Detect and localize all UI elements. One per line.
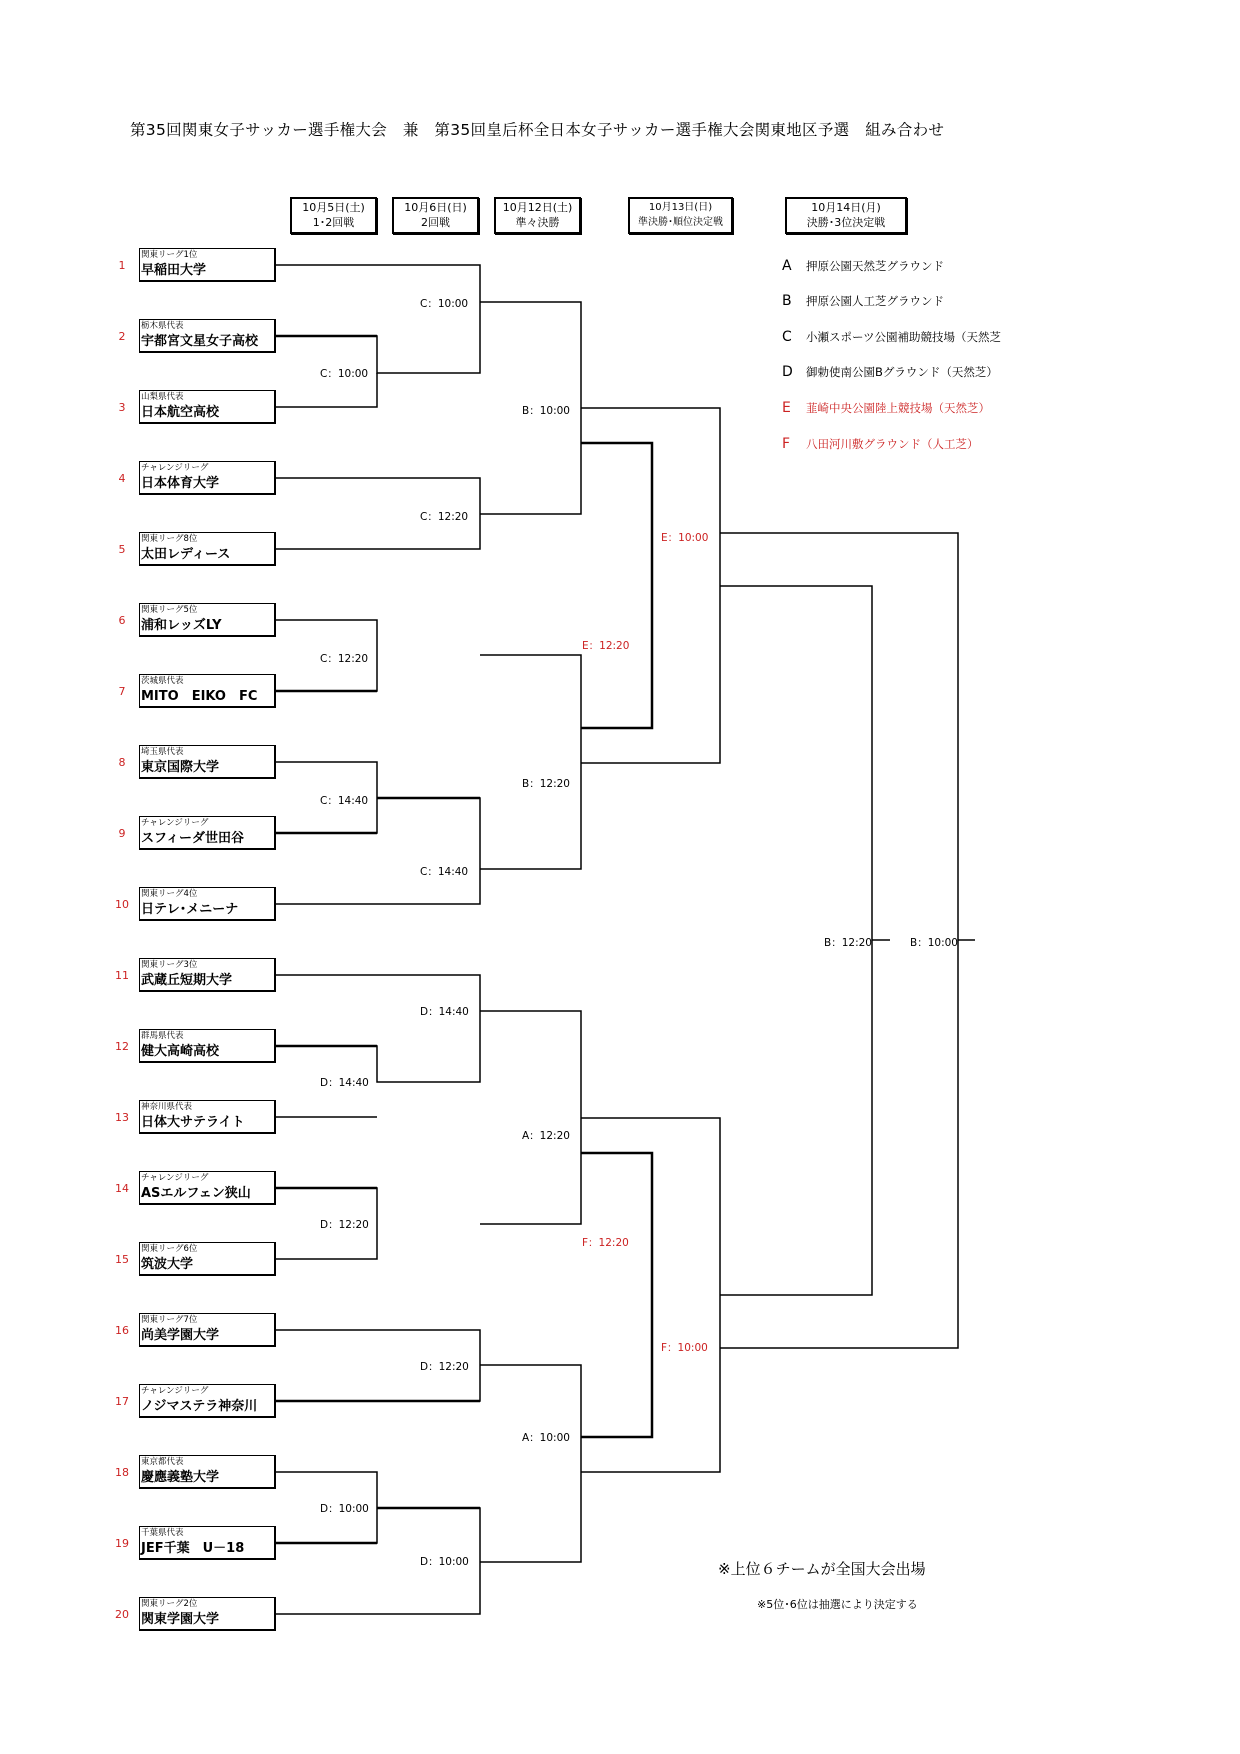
team-qualifier: 千葉県代表 <box>141 1528 184 1538</box>
bracket-line-accent <box>581 443 652 728</box>
team-qualifier: 関東リーグ5位 <box>141 605 198 615</box>
match-time-label: D：12:20 <box>420 1361 469 1373</box>
seed-number: 9 <box>118 827 126 840</box>
bracket-line <box>480 1011 581 1224</box>
seed-number: 4 <box>118 472 126 485</box>
team-qualifier: 関東リーグ2位 <box>141 1599 198 1609</box>
lottery-note: ※5位･6位は抽選により決定する <box>757 1598 918 1611</box>
round-header-date: 10月12日(土) <box>502 201 573 214</box>
venue-name: 韮崎中央公園陸上競技場（天然芝） <box>806 401 990 415</box>
match-time-label: C：10:00 <box>320 368 369 380</box>
team-qualifier: 神奈川県代表 <box>141 1102 193 1112</box>
round-header-round: 1･2回戦 <box>312 216 355 229</box>
team-qualifier: 山梨県代表 <box>141 392 184 402</box>
team-name: 日体大サテライト <box>141 1115 245 1130</box>
team-qualifier: チャレンジリーグ <box>141 1386 209 1396</box>
venue-name: 八田河川敷グラウンド（人工芝） <box>806 437 979 451</box>
team-name: 関東学園大学 <box>141 1612 220 1627</box>
team-name: 太田レディース <box>141 547 231 562</box>
bracket-line <box>480 1365 581 1562</box>
seed-number: 20 <box>115 1608 129 1621</box>
bracket-line <box>276 975 480 1082</box>
team-name: 尚美学園大学 <box>141 1328 220 1343</box>
bracket-line <box>581 408 720 763</box>
venue-name: 押原公園人工芝グラウンド <box>806 294 944 308</box>
venue-letter: B <box>782 293 792 309</box>
team-name: 東京国際大学 <box>141 760 220 775</box>
venue-name: 小瀬スポーツ公園補助競技場（天然芝 <box>806 330 1002 344</box>
venue-legend-d <box>782 364 998 380</box>
match-time-label: C：10:00 <box>420 298 469 310</box>
seed-number: 14 <box>115 1182 129 1195</box>
seed-number: 17 <box>115 1395 129 1408</box>
round-header-round: 準決勝･順位決定戦 <box>638 217 723 228</box>
team-name: 日本航空高校 <box>141 405 220 420</box>
match-time-label: D：10:00 <box>320 1503 369 1515</box>
seed-number: 5 <box>118 543 126 556</box>
match-time-label: B：12:20 <box>824 937 872 949</box>
round-header-round: 準々決勝 <box>515 216 560 229</box>
team-qualifier: 関東リーグ8位 <box>141 534 198 544</box>
team-name: 日テレ･メニーナ <box>141 902 239 917</box>
match-time-label: C：12:20 <box>320 653 369 665</box>
venue-legend-b <box>782 293 944 309</box>
bracket-line <box>480 655 581 869</box>
match-time-label: F：12:20 <box>582 1237 629 1249</box>
bracket-line-accent <box>581 1153 652 1437</box>
venue-name: 押原公園天然芝グラウンド <box>806 259 944 273</box>
team-name: スフィーダ世田谷 <box>141 831 244 846</box>
venue-legend-a <box>782 258 944 274</box>
match-time-label: D：14:40 <box>320 1077 369 1089</box>
match-time-label: B：10:00 <box>522 405 570 417</box>
seed-number: 2 <box>118 330 126 343</box>
team-qualifier: チャレンジリーグ <box>141 463 209 473</box>
match-time-label: A：10:00 <box>522 1432 570 1444</box>
qualification-note: ※上位６チームが全国大会出場 <box>718 1560 926 1578</box>
team-name: 日本体育大学 <box>141 476 220 491</box>
round-header-round: 決勝･3位決定戦 <box>806 216 886 229</box>
venue-legend-c <box>782 329 1012 345</box>
seed-number: 3 <box>118 401 126 414</box>
team-qualifier: 関東リーグ1位 <box>141 250 198 260</box>
seed-number: 16 <box>115 1324 129 1337</box>
round-header-date: 10月6日(日) <box>404 201 467 214</box>
match-time-label: D：12:20 <box>320 1219 369 1231</box>
team-qualifier: 栃木県代表 <box>141 321 184 331</box>
team-name: JEF千葉 U－18 <box>141 1541 245 1556</box>
team-name: ノジマステラ神奈川 <box>141 1399 258 1414</box>
match-time-label: C：14:40 <box>320 795 369 807</box>
venue-legend-f <box>782 436 979 452</box>
venue-legend-e <box>782 400 990 416</box>
match-time-label: E：10:00 <box>661 532 709 544</box>
team-name: 早稲田大学 <box>141 263 207 278</box>
team-name: 健大高崎高校 <box>141 1044 220 1059</box>
team-qualifier: 関東リーグ4位 <box>141 889 198 899</box>
team-qualifier: チャレンジリーグ <box>141 1173 209 1183</box>
team-qualifier: 関東リーグ3位 <box>141 960 198 970</box>
match-time-label: E：12:20 <box>582 640 630 652</box>
round-header-date: 10月5日(土) <box>302 201 365 214</box>
seed-number: 1 <box>118 259 126 272</box>
team-name: MITO EIKO FC <box>141 689 258 704</box>
team-qualifier: 群馬県代表 <box>141 1031 184 1041</box>
bracket-line <box>581 1118 720 1472</box>
match-time-label: F：10:00 <box>661 1342 708 1354</box>
seed-number: 13 <box>115 1111 129 1124</box>
team-name: 宇都宮文星女子高校 <box>141 334 259 349</box>
match-time-label: B：12:20 <box>522 778 570 790</box>
team-name: 武蔵丘短期大学 <box>141 973 233 988</box>
venue-letter: D <box>782 364 793 380</box>
match-time-label: C：12:20 <box>420 511 469 523</box>
venue-letter: C <box>782 329 792 345</box>
match-time-label: D：10:00 <box>420 1556 469 1568</box>
venue-letter: F <box>782 436 791 452</box>
match-time-label: C：14:40 <box>420 866 469 878</box>
seed-number: 8 <box>118 756 126 769</box>
match-time-label: B：10:00 <box>910 937 958 949</box>
seed-number: 15 <box>115 1253 129 1266</box>
venue-letter: E <box>782 400 791 416</box>
team-qualifier: 茨城県代表 <box>141 676 184 686</box>
seed-number: 18 <box>115 1466 129 1479</box>
team-name: 筑波大学 <box>141 1257 194 1272</box>
bracket-line <box>581 443 652 728</box>
venue-letter: A <box>782 258 792 274</box>
team-qualifier: チャレンジリーグ <box>141 818 209 828</box>
seed-number: 7 <box>118 685 126 698</box>
bracket-line <box>276 798 480 904</box>
venue-name: 御勅使南公園Bグラウンド（天然芝） <box>806 365 998 379</box>
seed-number: 6 <box>118 614 126 627</box>
page-title: 第35回関東女子サッカー選手権大会 兼 第35回皇后杯全日本女子サッカー選手権大会関東地区予選 組み合わせ <box>130 121 945 139</box>
seed-number: 19 <box>115 1537 129 1550</box>
team-qualifier: 関東リーグ6位 <box>141 1244 198 1254</box>
round-header-round: 2回戦 <box>421 216 450 229</box>
team-qualifier: 埼玉県代表 <box>141 747 184 757</box>
seed-number: 10 <box>115 898 129 911</box>
match-time-label: A：12:20 <box>522 1130 570 1142</box>
seed-number: 12 <box>115 1040 129 1053</box>
team-qualifier: 東京都代表 <box>141 1457 184 1467</box>
team-name: ASエルフェン狭山 <box>141 1186 251 1201</box>
round-header-date: 10月14日(月) <box>811 201 881 214</box>
team-name: 浦和レッズLY <box>141 618 222 633</box>
team-qualifier: 関東リーグ7位 <box>141 1315 198 1325</box>
bracket-line <box>581 1153 652 1437</box>
team-name: 慶應義塾大学 <box>141 1470 220 1485</box>
round-header-date: 10月13日(日) <box>648 202 713 213</box>
match-time-label: D：14:40 <box>420 1006 469 1018</box>
seed-number: 11 <box>115 969 129 982</box>
bracket-line <box>276 265 480 373</box>
